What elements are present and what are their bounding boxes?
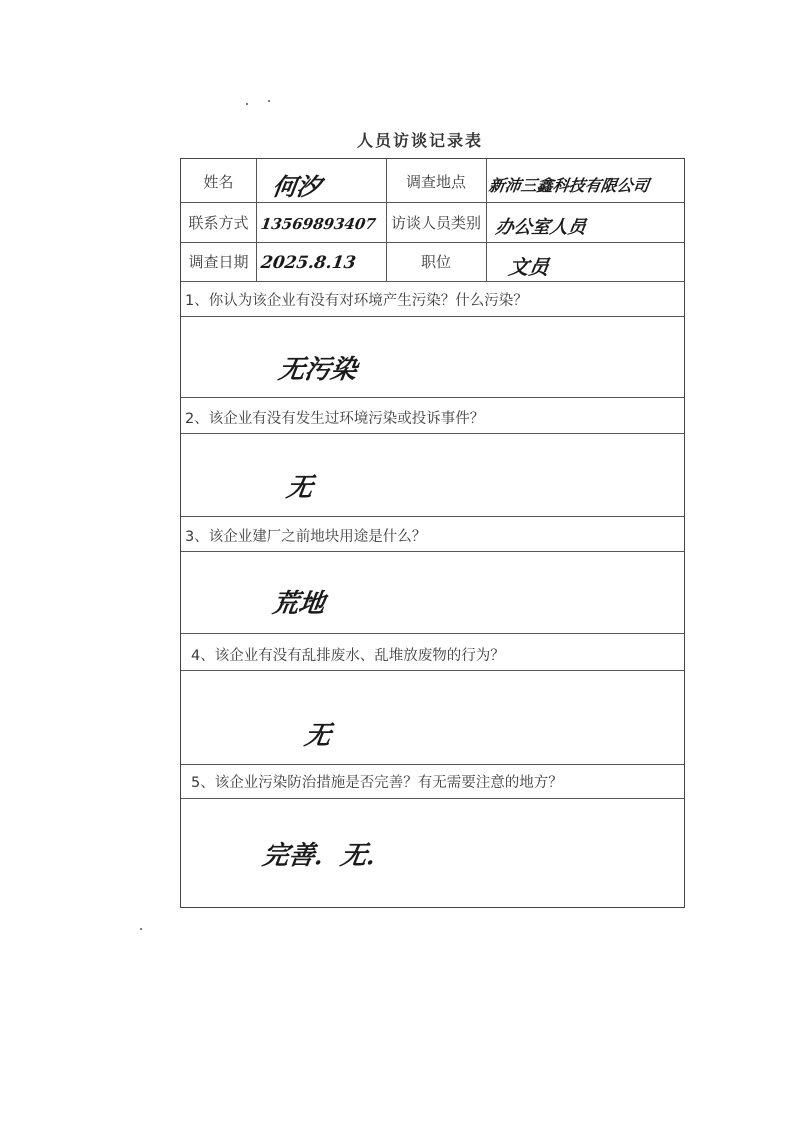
position-label: 职位 — [420, 253, 451, 271]
question-5: 5、该企业污染防治措施是否完善？有无需要注意的地方？ — [191, 775, 563, 791]
contact-value: 13569893407 — [259, 215, 378, 233]
contact-label: 联系方式 — [188, 214, 249, 232]
answer-5: 完善．无． — [260, 841, 395, 871]
interview-form — [180, 158, 685, 908]
date-value: 2025.8.13 — [259, 253, 358, 273]
question-2: 2、该企业有没有发生过环境污染或投诉事件？ — [185, 411, 485, 427]
scan-speck — [268, 100, 270, 102]
answer-3: 荒地 — [270, 589, 327, 619]
interviewee-type-value: 办公室人员 — [494, 217, 588, 238]
name-label: 姓名 — [203, 173, 234, 191]
location-value: 新沛三鑫科技有限公司 — [487, 176, 651, 195]
question-1: 1、你认为该企业有没有对环境产生污染？什么污染？ — [185, 293, 528, 309]
answer-1: 无污染 — [276, 355, 359, 385]
question-3: 3、该企业建厂之前地块用途是什么？ — [185, 529, 427, 545]
interviewee-type-label: 访谈人员类别 — [390, 214, 481, 232]
location-label: 调查地点 — [405, 173, 466, 191]
date-label: 调查日期 — [188, 253, 249, 271]
name-value: 何汐 — [270, 172, 323, 201]
answer-2: 无 — [284, 473, 315, 503]
position-value: 文员 — [507, 255, 551, 279]
answer-4: 无 — [302, 721, 333, 751]
question-4: 4、该企业有没有乱排废水、乱堆放废物的行为？ — [191, 648, 505, 664]
form-title: 人员访谈记录表 — [356, 131, 483, 150]
scan-speck — [246, 103, 248, 105]
scan-speck — [140, 928, 142, 930]
